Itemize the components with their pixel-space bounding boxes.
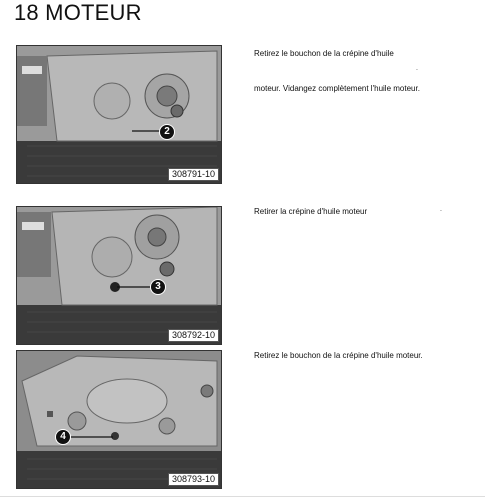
divider — [0, 496, 485, 497]
figure-id: 308793-10 — [168, 473, 219, 486]
page-title: 18 MOTEUR — [14, 0, 142, 25]
callout-4: 4 — [55, 429, 71, 445]
callout-2: 2 — [159, 124, 175, 140]
engine-photo-3 — [16, 350, 222, 489]
step-1-line-2: moteur. Vidangez complètement l'huile moteur. — [254, 84, 420, 93]
step-1-line-1: Retirez le bouchon de la crépine d'huile — [254, 49, 394, 58]
dot-marker: . — [440, 206, 442, 213]
step-2-text: Retirer la crépine d'huile moteur — [254, 207, 368, 216]
engine-illustration — [17, 207, 221, 344]
figure-id: 308792-10 — [168, 329, 219, 342]
dot-marker: . — [416, 65, 418, 72]
engine-illustration — [17, 46, 221, 183]
figure-id: 308791-10 — [168, 168, 219, 181]
engine-illustration — [17, 351, 221, 488]
step-3-text: Retirez le bouchon de la crépine d'huile moteur. — [254, 351, 423, 360]
engine-photo-1 — [16, 45, 222, 184]
engine-photo-2 — [16, 206, 222, 345]
callout-3: 3 — [150, 279, 166, 295]
